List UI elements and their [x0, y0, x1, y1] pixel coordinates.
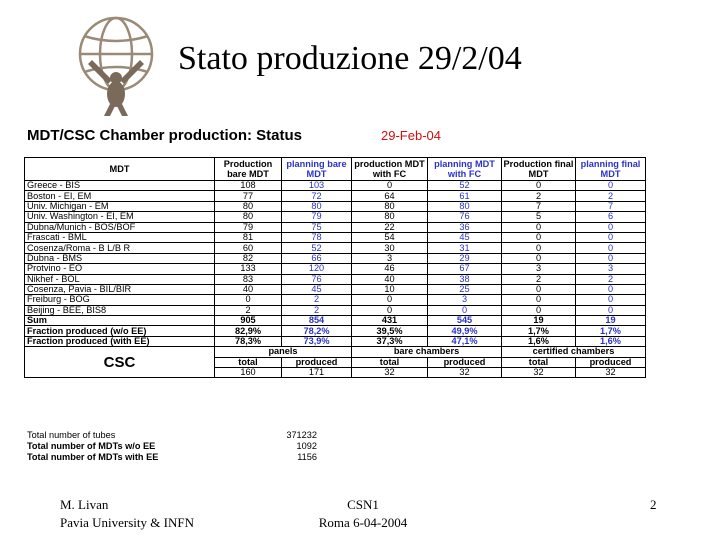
totals-label: Total number of MDTs with EE: [27, 452, 159, 462]
column-header: planning final MDT: [576, 158, 646, 181]
csc-value: 32: [502, 368, 576, 378]
row-label: Univ. Michigan - EM: [25, 201, 215, 211]
table-cell: 0: [576, 305, 646, 315]
row-label: Frascati - BML: [25, 232, 215, 242]
table-cell: 82,9%: [215, 326, 282, 336]
table-cell: 1,6%: [576, 336, 646, 346]
table-cell: 79: [282, 212, 352, 222]
table-cell: 38: [428, 274, 502, 284]
table-cell: 30: [352, 243, 428, 253]
table-cell: 2: [576, 191, 646, 201]
csc-sub-header: total: [502, 357, 576, 367]
table-cell: 0: [576, 295, 646, 305]
table-cell: 46: [352, 264, 428, 274]
table-cell: 80: [428, 201, 502, 211]
totals-value: 1156: [297, 452, 317, 462]
table-cell: 10: [352, 284, 428, 294]
table-cell: 0: [502, 253, 576, 263]
table-cell: 3: [428, 295, 502, 305]
table-cell: 19: [576, 316, 646, 326]
row-label: Nikhef - BOL: [25, 274, 215, 284]
table-cell: 25: [428, 284, 502, 294]
table-cell: 60: [215, 243, 282, 253]
table-cell: 1,7%: [576, 326, 646, 336]
table-cell: 103: [282, 181, 352, 191]
table-title: MDT/CSC Chamber production: Status: [27, 127, 303, 144]
csc-group-header: certified chambers: [502, 347, 646, 357]
table-row: [25, 181, 646, 191]
csc-value: 171: [282, 368, 352, 378]
csc-value: 160: [215, 368, 282, 378]
table-cell: 83: [215, 274, 282, 284]
column-header: Production final MDT: [502, 158, 576, 181]
table-cell: 0: [352, 181, 428, 191]
column-header: planning bare MDT: [282, 158, 352, 181]
table-cell: 78,3%: [215, 336, 282, 346]
table-cell: 431: [352, 316, 428, 326]
table-cell: 36: [428, 222, 502, 232]
footer-center: [313, 496, 413, 532]
table-cell: 545: [428, 316, 502, 326]
table-cell: 61: [428, 191, 502, 201]
table-cell: 7: [576, 201, 646, 211]
csc-group-header-row: [25, 347, 646, 357]
row-label: Boston - EI, EM: [25, 191, 215, 201]
table-cell: 80: [282, 201, 352, 211]
table-row: [25, 295, 646, 305]
row-label: Greece - BIS: [25, 181, 215, 191]
table-row: [25, 274, 646, 284]
fraction-row: [25, 326, 646, 336]
table-date: 29-Feb-04: [381, 128, 441, 143]
table-cell: 2: [502, 191, 576, 201]
table-cell: 0: [576, 222, 646, 232]
table-cell: 3: [502, 264, 576, 274]
table-cell: 5: [502, 212, 576, 222]
table-cell: 64: [352, 191, 428, 201]
table-cell: 0: [576, 243, 646, 253]
table-cell: 7: [502, 201, 576, 211]
table-row: [25, 243, 646, 253]
table-cell: 52: [282, 243, 352, 253]
table-cell: 0: [428, 305, 502, 315]
footer-event-date: Roma 6-04-2004: [318, 515, 408, 530]
table-row: [25, 232, 646, 242]
row-label: Freiburg - BOG: [25, 295, 215, 305]
table-row: [25, 305, 646, 315]
table-cell: 2: [215, 305, 282, 315]
table-cell: 0: [352, 295, 428, 305]
table-cell: 66: [282, 253, 352, 263]
csc-sub-header: produced: [282, 357, 352, 367]
table-cell: 22: [352, 222, 428, 232]
table-cell: 0: [502, 295, 576, 305]
column-header: production MDT with FC: [352, 158, 428, 181]
table-cell: 6: [576, 212, 646, 222]
table-cell: 77: [215, 191, 282, 201]
table-row: [25, 264, 646, 274]
table-cell: 72: [282, 191, 352, 201]
table-cell: 67: [428, 264, 502, 274]
table-cell: 0: [502, 284, 576, 294]
table-cell: 39,5%: [352, 326, 428, 336]
row-label: Beijing - BEE, BIS8: [25, 305, 215, 315]
table-cell: 1,7%: [502, 326, 576, 336]
slide-title: Stato produzione 29/2/04: [178, 40, 522, 77]
table-cell: 19: [502, 316, 576, 326]
totals-label: Total number of tubes: [27, 430, 116, 440]
csc-sub-header: produced: [576, 357, 646, 367]
totals-label: Total number of MDTs w/o EE: [27, 441, 156, 451]
table-cell: 2: [282, 295, 352, 305]
table-cell: 76: [428, 212, 502, 222]
row-label: Cosenza, Pavia - BIL/BIR: [25, 284, 215, 294]
table-cell: 82: [215, 253, 282, 263]
table-cell: 80: [215, 212, 282, 222]
footer-event: CSN1: [347, 497, 379, 512]
table-cell: 54: [352, 232, 428, 242]
row-label: Cosenza/Roma - B L/B R: [25, 243, 215, 253]
table-row: [25, 253, 646, 263]
table-cell: 2: [282, 305, 352, 315]
row-label: Univ. Washington - EI, EM: [25, 212, 215, 222]
table-cell: 80: [215, 201, 282, 211]
table-cell: 1,6%: [502, 336, 576, 346]
table-cell: 108: [215, 181, 282, 191]
column-header: Production bare MDT: [215, 158, 282, 181]
table-cell: 0: [576, 253, 646, 263]
table-cell: 3: [352, 253, 428, 263]
table-cell: 78,2%: [282, 326, 352, 336]
table-cell: 0: [576, 232, 646, 242]
column-header: planning MDT with FC: [428, 158, 502, 181]
table-cell: 80: [352, 212, 428, 222]
table-cell: 73,9%: [282, 336, 352, 346]
table-cell: 0: [502, 305, 576, 315]
row-label: Fraction produced (with EE): [25, 336, 215, 346]
row-label: Sum: [25, 316, 215, 326]
footer-left: [60, 496, 194, 532]
table-row: [25, 222, 646, 232]
table-cell: 78: [282, 232, 352, 242]
table-cell: 80: [352, 201, 428, 211]
table-cell: 45: [428, 232, 502, 242]
table-cell: 0: [502, 181, 576, 191]
footer-affiliation: Pavia University & INFN: [60, 515, 194, 530]
csc-value: 32: [428, 368, 502, 378]
table-cell: 45: [282, 284, 352, 294]
table-cell: 47,1%: [428, 336, 502, 346]
table-cell: 0: [576, 284, 646, 294]
table-cell: 0: [215, 295, 282, 305]
csc-label: CSC: [25, 347, 215, 378]
row-label: Dubna/Munich - BOS/BOF: [25, 222, 215, 232]
table-cell: 0: [352, 305, 428, 315]
csc-group-header: panels: [215, 347, 352, 357]
row-label: Fraction produced (w/o EE): [25, 326, 215, 336]
table-cell: 29: [428, 253, 502, 263]
production-table: [24, 157, 646, 378]
csc-sub-header: total: [352, 357, 428, 367]
mdt-label: MDT: [25, 158, 215, 181]
table-cell: 120: [282, 264, 352, 274]
table-cell: 3: [576, 264, 646, 274]
table-cell: 0: [502, 243, 576, 253]
table-cell: 0: [502, 222, 576, 232]
csc-value: 32: [352, 368, 428, 378]
totals-value: 1092: [296, 441, 317, 451]
table-cell: 133: [215, 264, 282, 274]
table-cell: 52: [428, 181, 502, 191]
row-label: Dubna - BMS: [25, 253, 215, 263]
table-cell: 0: [576, 181, 646, 191]
totals-value: 371232: [286, 430, 317, 440]
sum-row: [25, 316, 646, 326]
table-cell: 905: [215, 316, 282, 326]
table-cell: 40: [352, 274, 428, 284]
row-label: Protvino - EO: [25, 264, 215, 274]
table-cell: 49,9%: [428, 326, 502, 336]
table-row: [25, 201, 646, 211]
atlas-logo-icon: [58, 8, 168, 118]
table-cell: 75: [282, 222, 352, 232]
csc-group-header: bare chambers: [352, 347, 502, 357]
csc-value: 32: [576, 368, 646, 378]
table-cell: 0: [502, 232, 576, 242]
table-cell: 79: [215, 222, 282, 232]
csc-sub-header: total: [215, 357, 282, 367]
table-cell: 37,3%: [352, 336, 428, 346]
table-cell: 40: [215, 284, 282, 294]
table-cell: 2: [502, 274, 576, 284]
table-row: [25, 191, 646, 201]
footer-author: M. Livan: [60, 497, 109, 512]
table-cell: 81: [215, 232, 282, 242]
table-row: [25, 284, 646, 294]
fraction-row: [25, 336, 646, 346]
table-header-row: [25, 158, 646, 181]
csc-sub-header: produced: [428, 357, 502, 367]
table-cell: 854: [282, 316, 352, 326]
table-cell: 76: [282, 274, 352, 284]
table-row: [25, 212, 646, 222]
page-number: 2: [650, 497, 657, 512]
table-cell: 2: [576, 274, 646, 284]
table-cell: 31: [428, 243, 502, 253]
